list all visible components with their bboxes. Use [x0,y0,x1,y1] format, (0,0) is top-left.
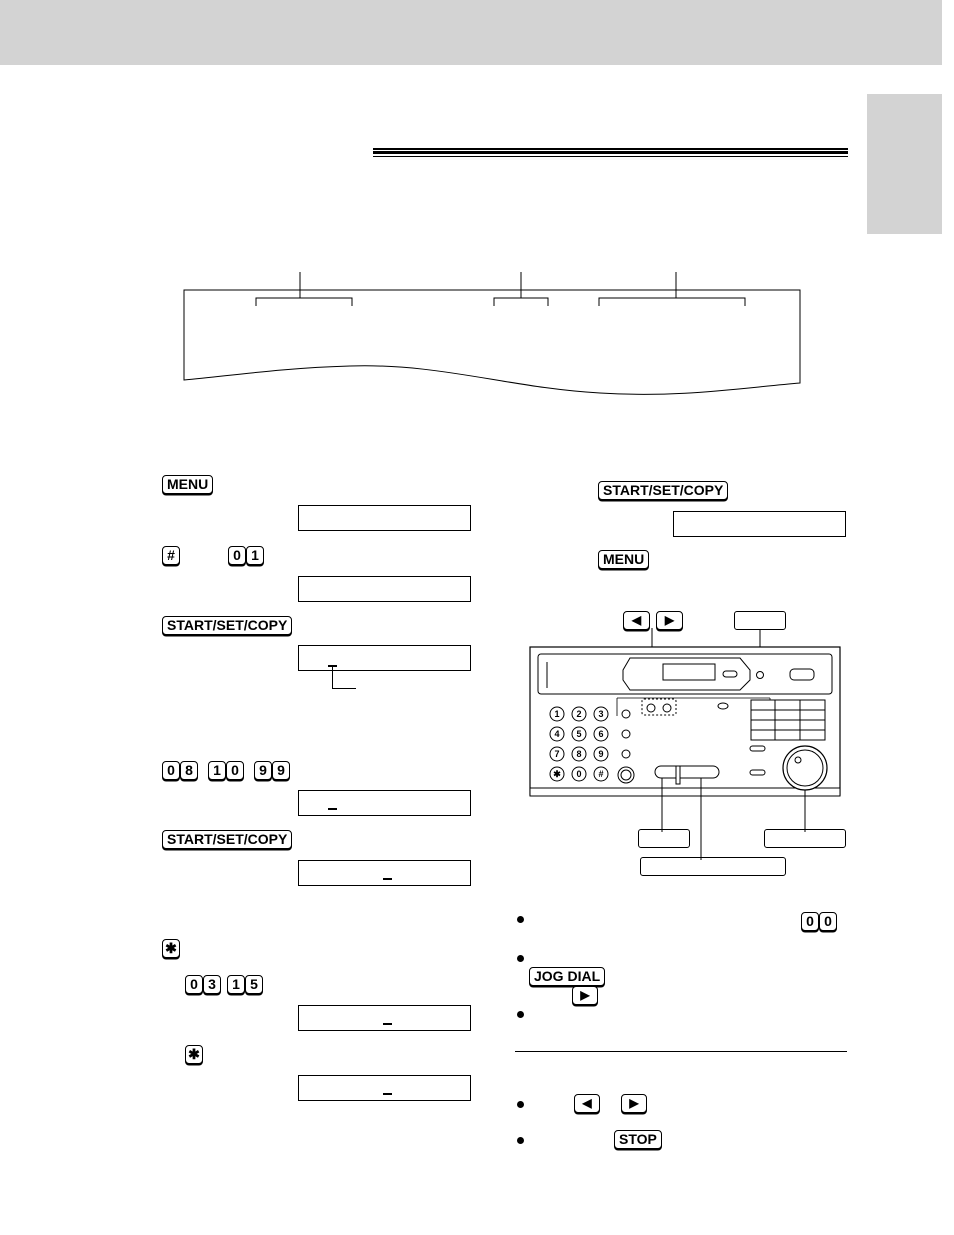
digit-0-key[interactable]: 0 [162,761,180,780]
bullet [517,1101,524,1108]
display-panel-6 [298,1005,471,1031]
display-panel-7 [298,1075,471,1101]
section-divider [515,1051,847,1052]
right-arrow-key[interactable]: ▶ [621,1094,647,1113]
digit-8-key[interactable]: 8 [180,761,198,780]
menu-button[interactable]: MENU [598,550,649,569]
jog-dial-key[interactable]: JOG DIAL [529,967,605,986]
digit-0-key[interactable]: 0 [801,912,819,931]
digit-9-key[interactable]: 9 [272,761,290,780]
title-rule [373,148,848,157]
hash-key[interactable]: # [162,546,180,565]
keypad-label: 1 [554,709,560,719]
digit-0-key[interactable]: 0 [819,912,837,931]
section-side-tab [867,94,942,234]
digit-5-key[interactable]: 5 [245,975,263,994]
header-band [0,0,942,65]
keypad-label: 0 [576,769,582,779]
digit-1-key[interactable]: 1 [208,761,226,780]
right-arrow-key[interactable]: ▶ [572,986,598,1005]
fax-machine-illustration [525,628,845,860]
display-cursor [383,878,392,880]
start-set-copy-button[interactable]: START/SET/COPY [162,616,292,635]
cursor-callout-tick [332,688,356,689]
digit-3-key[interactable]: 3 [203,975,221,994]
start-set-copy-button[interactable]: START/SET/COPY [598,481,728,500]
digit-9-key[interactable]: 9 [254,761,272,780]
keypad-label: 4 [554,729,560,739]
bullet [517,1137,524,1144]
display-panel-8 [673,511,846,537]
left-arrow-key[interactable]: ◀ [623,611,650,630]
cursor-callout-line [332,666,333,688]
star-key[interactable]: ✱ [162,939,180,958]
keypad-label: ✱ [553,769,561,779]
right-arrow-key[interactable]: ▶ [656,611,683,630]
digit-0-key[interactable]: 0 [185,975,203,994]
star-key[interactable]: ✱ [185,1045,203,1064]
digit-0-key[interactable]: 0 [226,761,244,780]
digit-0-key[interactable]: 0 [228,546,246,565]
display-panel-3 [298,645,471,671]
display-panel-2 [298,576,471,602]
display-cursor [383,1023,392,1025]
display-cursor [383,1093,392,1095]
digit-1-key[interactable]: 1 [246,546,264,565]
display-cursor [328,808,337,810]
keypad-label: 5 [576,729,582,739]
keypad-label: # [598,769,604,779]
keypad-label: 3 [598,709,604,719]
digit-1-key[interactable]: 1 [227,975,245,994]
keypad-label: 6 [598,729,604,739]
display-panel-5 [298,860,471,886]
menu-button[interactable]: MENU [162,475,213,494]
stop-button[interactable]: STOP [614,1130,662,1149]
keypad-label: 8 [576,749,582,759]
bullet [517,955,524,962]
keypad-label: 7 [554,749,560,759]
start-set-copy-button[interactable]: START/SET/COPY [162,830,292,849]
fax-sheet-illustration [180,268,805,403]
keypad-label: 9 [598,749,604,759]
display-panel-1 [298,505,471,531]
display-panel-4 [298,790,471,816]
keypad-label: 2 [576,709,582,719]
left-arrow-key[interactable]: ◀ [574,1094,600,1113]
bullet [517,1011,524,1018]
bullet [517,916,524,923]
